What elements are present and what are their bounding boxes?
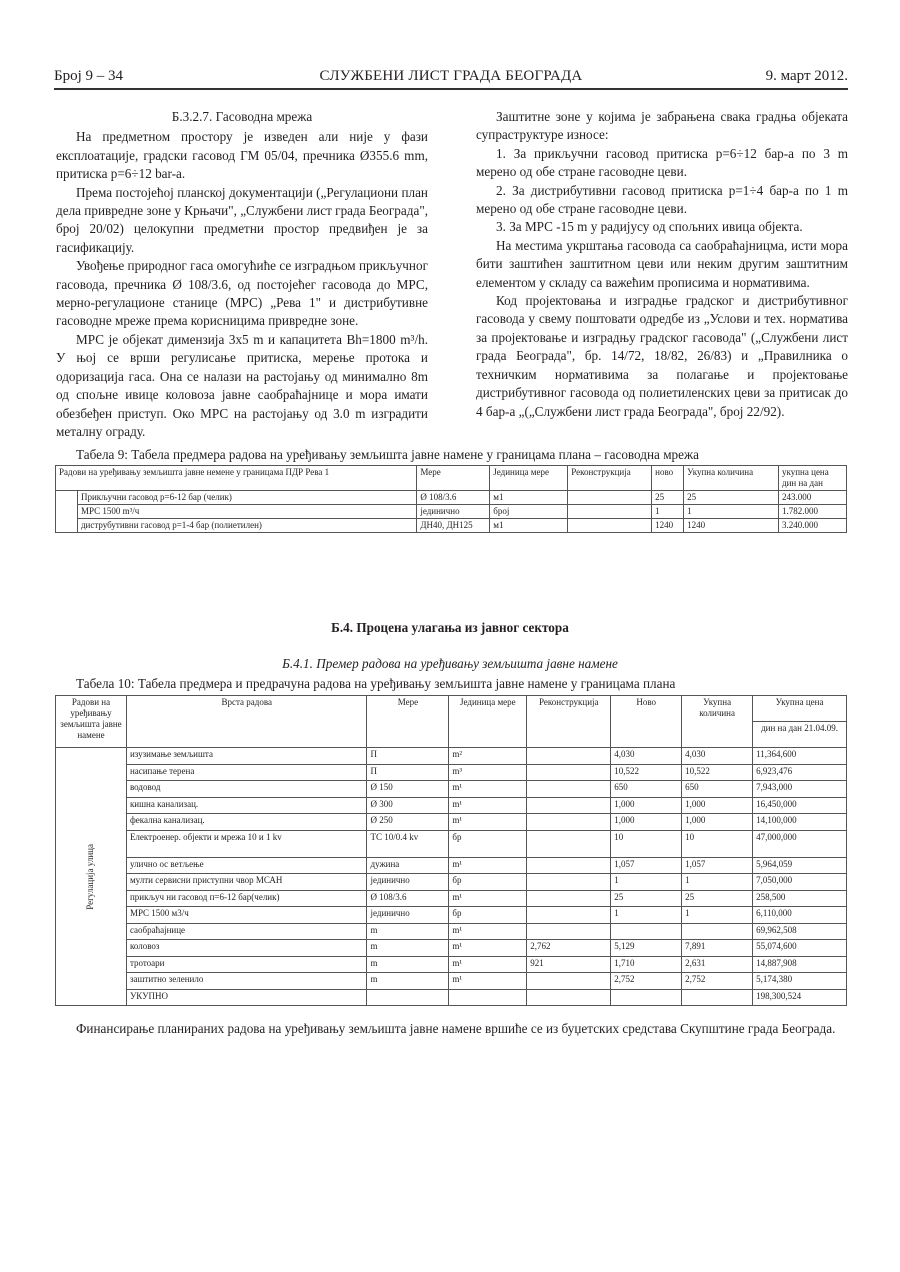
table-row <box>56 907 847 924</box>
cell <box>527 973 611 990</box>
table-row <box>56 748 847 765</box>
cell <box>527 797 611 814</box>
paragraph: Увођење природног гаса омогућиће се изградњом прикључног гасовода, пречника Ø 108/3.6, од постојећег гасовода до МРС, мерно-регулационе станице (МРС) „Рева 1" и дистрибутивне гасоводне мреже према корисницима привредне зоне. <box>56 258 428 329</box>
cell: 5,129 <box>611 940 682 957</box>
cell <box>611 989 682 1006</box>
cell: број <box>490 505 568 519</box>
table-total-row <box>56 989 847 1006</box>
cell: m¹ <box>449 940 527 957</box>
table-row <box>56 491 847 505</box>
cell <box>367 989 449 1006</box>
cell: јединично <box>367 907 449 924</box>
section-subtitle: Б.4.1. Премер радова на уређивању земљишта јавне намене <box>282 656 618 671</box>
header-cell: Јединица мере <box>490 466 568 491</box>
cell <box>682 923 753 940</box>
cell: m¹ <box>449 956 527 973</box>
cell: 1,057 <box>682 857 753 874</box>
header-cell: Јединица мере <box>449 696 527 748</box>
issue-date: 9. март 2012. <box>765 68 848 84</box>
cell: m³ <box>449 764 527 781</box>
table-row <box>56 973 847 990</box>
cell: 2,631 <box>682 956 753 973</box>
cell: 6,110,000 <box>753 907 847 924</box>
cell: 1240 <box>652 519 684 533</box>
closing-paragraph: Финансирање планираних радова на уређивању земљишта јавне намене вршиће се из буџетских средстава Скупштине града Београда. <box>76 1021 836 1036</box>
cell: 2,752 <box>682 973 753 990</box>
header-cell: Реконструкција <box>527 696 611 748</box>
cell: изузимање земљишта <box>126 748 367 765</box>
header-cell: укупна цена дин на дан <box>779 466 847 491</box>
cell: заштитно зеленило <box>126 973 367 990</box>
table-row <box>56 923 847 940</box>
cell: насипање терена <box>126 764 367 781</box>
cell: m¹ <box>449 797 527 814</box>
cell: 198,300,524 <box>753 989 847 1006</box>
cell <box>527 781 611 798</box>
cell: m¹ <box>449 814 527 831</box>
section-heading-gas-network: Б.3.2.7. Гасоводна мрежа <box>171 109 313 124</box>
table-row <box>56 764 847 781</box>
cell: ТС 10/0.4 kv <box>367 830 449 857</box>
cell: фекална канализац. <box>126 814 367 831</box>
cell: м1 <box>490 519 568 533</box>
table-row <box>56 956 847 973</box>
cell: 1,057 <box>611 857 682 874</box>
cell: m¹ <box>449 890 527 907</box>
cell: 11,364,600 <box>753 748 847 765</box>
page-number: Број 9 – 34 <box>54 68 124 84</box>
cell: диструбутивни гасовод p=1-4 бар (полиетилен) <box>77 519 416 533</box>
cell <box>568 491 652 505</box>
cell: МРС 1500 м3/ч <box>126 907 367 924</box>
cell: 1,000 <box>682 797 753 814</box>
cell <box>568 505 652 519</box>
cell: саобраћајнице <box>126 923 367 940</box>
cell: m <box>367 923 449 940</box>
cell: бр <box>449 830 527 857</box>
cell: МРС 1500 m³/ч <box>77 505 416 519</box>
table9-caption: Табела 9: Табела предмера радова на уређивању земљишта јавне намене у границама плана – гасоводна мрежа <box>76 447 699 462</box>
header-cell: дин на дан 21.04.09. <box>753 722 847 748</box>
cell: 1 <box>611 874 682 891</box>
cell: П <box>367 748 449 765</box>
cell: 1,000 <box>682 814 753 831</box>
cell: 14,887,908 <box>753 956 847 973</box>
list-item: 3. За МРС -15 m у радијусу од спољних ивица објекта. <box>496 219 803 235</box>
cell: 650 <box>682 781 753 798</box>
cell <box>527 874 611 891</box>
table10-caption: Табела 10: Табела предмера и предрачуна радова на уређивању земљишта јавне намене у границама плана <box>76 676 676 691</box>
table-row <box>56 874 847 891</box>
cell: 5,174,380 <box>753 973 847 990</box>
cell: 4,030 <box>682 748 753 765</box>
cell: 1 <box>652 505 684 519</box>
table-row <box>56 814 847 831</box>
cell: мулти сервисни приступни чвор МСАН <box>126 874 367 891</box>
paragraph: Код пројектовања и изградње градског и дистрибутивног гасовода у свему поштовати одредбе из „Услови и тех. норматива за пројектовање и изградњу градског гасовода" („Службени лист града Београда", бр. 14/72, 18/82, 26/83) и „Правилника о техничким нормативима за полагање и пројектовање дистрибутивног гасовода од полиетиленских цеви за притисак до 4 бар-а „(„Службени лист града Београда", број 22/92). <box>476 293 848 419</box>
cell: 1 <box>682 874 753 891</box>
cell: 7,943,000 <box>753 781 847 798</box>
cell <box>527 814 611 831</box>
table-row <box>56 505 847 519</box>
cell: водовод <box>126 781 367 798</box>
cell: бр <box>449 907 527 924</box>
cell: ДН40, ДН125 <box>417 519 490 533</box>
cell: 1 <box>684 505 779 519</box>
group-label: Регулација улица <box>85 843 96 910</box>
header-cell: Врста радова <box>126 696 367 748</box>
cell: Ø 108/3.6 <box>417 491 490 505</box>
cell: 1.782.000 <box>779 505 847 519</box>
header-cell: Укупна количина <box>684 466 779 491</box>
table10 <box>55 695 847 1006</box>
cell <box>527 857 611 874</box>
header-cell: Ново <box>611 696 682 748</box>
cell: 69,962,508 <box>753 923 847 940</box>
cell: m² <box>449 748 527 765</box>
header-cell: Радови на уређивању земљишта јавне намене <box>56 696 127 748</box>
cell <box>568 519 652 533</box>
table-row <box>56 781 847 798</box>
cell: 6,923,476 <box>753 764 847 781</box>
cell: 1240 <box>684 519 779 533</box>
cell: 4,030 <box>611 748 682 765</box>
indent-cell <box>56 491 78 533</box>
cell: 258,500 <box>753 890 847 907</box>
header-cell: Мере <box>367 696 449 748</box>
publication-title: СЛУЖБЕНИ ЛИСТ ГРАДА БЕОГРАДА <box>319 68 583 84</box>
cell: дужина <box>367 857 449 874</box>
paragraph: На предметном простору је изведен али није у фази експлоатације, градски гасовод ГМ 05/04, пречника Ø355.6 mm, притиска p=6÷12 bar-a. <box>56 129 428 182</box>
cell: 650 <box>611 781 682 798</box>
cell: 1,000 <box>611 814 682 831</box>
cell: кишна канализац. <box>126 797 367 814</box>
section-title: Б.4. Процена улагања из јавног сектора <box>331 620 569 635</box>
paragraph: На местима укрштања гасовода са саобраћајницма, исти мора бити заштићен заштитном цеви или неким другим заштитним елементом у складу са важећим прописима и нормативима. <box>476 237 848 290</box>
cell <box>527 748 611 765</box>
right-column <box>476 108 848 421</box>
cell: 243.000 <box>779 491 847 505</box>
cell: 10,522 <box>611 764 682 781</box>
cell: бр <box>449 874 527 891</box>
cell: 55,074,600 <box>753 940 847 957</box>
header-cell: Укупна цена <box>753 696 847 722</box>
cell: 3.240.000 <box>779 519 847 533</box>
cell: Ø 108/3.6 <box>367 890 449 907</box>
page-header <box>54 66 848 90</box>
cell <box>527 830 611 857</box>
paragraph: Заштитне зоне у којима је забрањена свака градња објеката супраструктуре износе: <box>476 109 848 143</box>
cell: 1,710 <box>611 956 682 973</box>
paragraph: Према постојећој планској документацији („Регулациони план дела привредне зоне у Крњачи", „Службени лист града Београда", број 20/02) целокупни предметни простор предвиђен је за гасификацију. <box>56 184 428 255</box>
cell: јединично <box>417 505 490 519</box>
cell: П <box>367 764 449 781</box>
header-cell: Мере <box>417 466 490 491</box>
cell: 1 <box>611 907 682 924</box>
cell: 25 <box>611 890 682 907</box>
list-item: 2. За дистрибутивни гасовод притиска p=1÷4 бар-а по 1 m мерено од обе стране гасоводне цеви. <box>476 182 848 217</box>
table-row <box>56 797 847 814</box>
cell: УКУПНО <box>126 989 367 1006</box>
cell <box>527 764 611 781</box>
cell: 1,000 <box>611 797 682 814</box>
cell: m¹ <box>449 923 527 940</box>
cell: 25 <box>682 890 753 907</box>
table-row <box>56 830 847 857</box>
cell: Ø 250 <box>367 814 449 831</box>
cell: 16,450,000 <box>753 797 847 814</box>
table-row <box>56 519 847 533</box>
cell: 25 <box>652 491 684 505</box>
table-header-row <box>56 696 847 722</box>
cell: коловоз <box>126 940 367 957</box>
cell: 1 <box>682 907 753 924</box>
cell: улично ос ветљење <box>126 857 367 874</box>
header-cell: Радови на уређивању земљишта јавне немене у границама ПДР Рева 1 <box>56 466 417 491</box>
cell: Ø 150 <box>367 781 449 798</box>
cell: 10,522 <box>682 764 753 781</box>
table-row <box>56 857 847 874</box>
table-header-row <box>56 466 847 491</box>
cell: тротоари <box>126 956 367 973</box>
header-cell: ново <box>652 466 684 491</box>
cell <box>682 989 753 1006</box>
cell: Прикључни гасовод p=6-12 бар (челик) <box>77 491 416 505</box>
cell: 7,891 <box>682 940 753 957</box>
cell: 5,964,059 <box>753 857 847 874</box>
cell: 10 <box>682 830 753 857</box>
paragraph: МРС је објекат димензија 3x5 m и капацитета Bh=1800 m³/h. У њој се врши регулисање притиска, мерење протока и одоризација гаса. Она се налази на растојању од минимално 8m од спољне ивице коловоза јавне саобраћајнице и мора имати обезбеђен приступ. Око МРС на растојању од 3.0 m изградити металну ограду. <box>56 331 428 439</box>
cell <box>449 989 527 1006</box>
cell <box>527 907 611 924</box>
cell <box>527 923 611 940</box>
cell: Електроенер. објекти и мрежа 10 и 1 kv <box>126 830 367 857</box>
cell: 7,050,000 <box>753 874 847 891</box>
cell: Ø 300 <box>367 797 449 814</box>
cell: 921 <box>527 956 611 973</box>
cell <box>527 989 611 1006</box>
cell: 10 <box>611 830 682 857</box>
header-cell: Укупна количина <box>682 696 753 748</box>
list-item: 1. За прикључни гасовод притиска p=6÷12 бар-а по 3 m мерено од обе стране гасоводне цеви. <box>476 145 848 180</box>
table-row <box>56 890 847 907</box>
cell: m <box>367 956 449 973</box>
cell: 2,762 <box>527 940 611 957</box>
header-cell: Реконструкција <box>568 466 652 491</box>
cell: 2,752 <box>611 973 682 990</box>
cell: m¹ <box>449 781 527 798</box>
table9 <box>55 465 847 533</box>
cell <box>527 890 611 907</box>
group-cell <box>56 748 127 1006</box>
left-column <box>56 108 428 441</box>
cell: 47,000,000 <box>753 830 847 857</box>
cell: m¹ <box>449 857 527 874</box>
cell: m <box>367 940 449 957</box>
cell: м1 <box>490 491 568 505</box>
cell: 25 <box>684 491 779 505</box>
cell: m¹ <box>449 973 527 990</box>
table-row <box>56 940 847 957</box>
cell: 14,100,000 <box>753 814 847 831</box>
cell: прикључ ни гасовод п=6-12 бар(челик) <box>126 890 367 907</box>
cell: m <box>367 973 449 990</box>
cell <box>611 923 682 940</box>
cell: јединично <box>367 874 449 891</box>
